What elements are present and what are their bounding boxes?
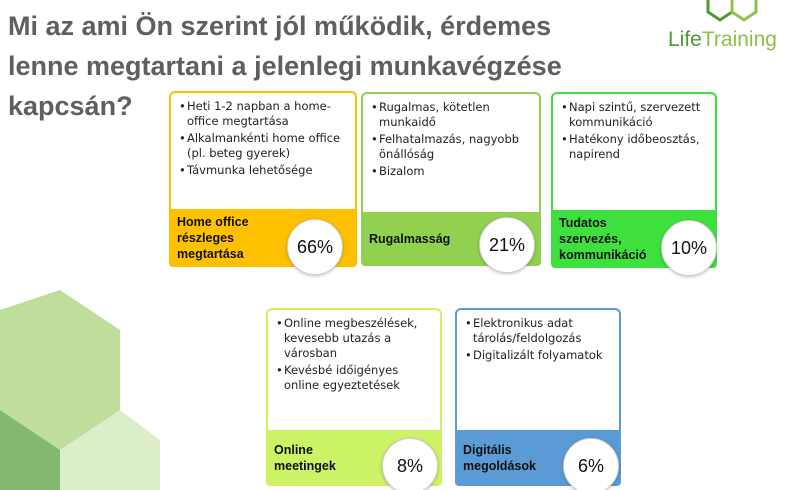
card-item: • Kevésbé időigényes online egyeztetések <box>276 363 432 393</box>
card-item: • Elektronikus adat tárolás/feldolgozás <box>465 316 611 346</box>
card-body <box>361 92 541 214</box>
card-label: Home office részleges megtartása <box>177 215 249 261</box>
logo-text-life: Life <box>668 28 702 51</box>
card-rugalmassag <box>361 92 541 266</box>
percent-badge: 21% <box>479 217 535 273</box>
card-item: • Távmunka lehetősége <box>179 163 347 178</box>
title-line-3: kapcsán? <box>8 91 133 121</box>
percent-badge: 8% <box>382 438 438 490</box>
card-body <box>266 308 442 432</box>
logo-text <box>668 28 777 52</box>
title-line-1: Mi az ami Ön szerint jól működik, érdemes <box>8 11 552 41</box>
card-digitalis-megoldasok <box>455 308 621 486</box>
card-body <box>455 308 621 432</box>
title-line-2: lenne megtartani a jelenlegi munkavégzése <box>8 51 562 81</box>
hexagon-leaf-icon <box>704 0 760 26</box>
card-label: Rugalmasság <box>369 232 451 246</box>
decorative-hexagons <box>0 290 170 490</box>
card-item: • Online megbeszélések, kevesebb utazás a városban <box>276 316 432 361</box>
card-home-office <box>169 91 357 267</box>
card-body <box>551 92 717 212</box>
card-item: • Alkalmankénti home office (pl. beteg gyerek) <box>179 131 347 161</box>
card-item: • Bizalom <box>371 164 531 179</box>
card-tudatos-szervezes <box>551 92 717 268</box>
card-label: Tudatos szervezés, kommunikáció <box>559 216 647 262</box>
percent-badge: 10% <box>661 220 717 276</box>
card-item: • Rugalmas, kötetlen munkaidő <box>371 100 531 130</box>
card-item: • Felhatalmazás, nagyobb önállóság <box>371 132 531 162</box>
card-item: • Heti 1-2 napban a home-office megtartása <box>179 99 347 129</box>
card-item: • Napi szintű, szervezett kommunikáció <box>561 100 707 130</box>
lifetraining-logo <box>660 0 800 54</box>
card-item: • Hatékony időbeosztás, napirend <box>561 132 707 162</box>
card-item: • Digitalizált folyamatok <box>465 348 611 363</box>
card-label: Online meetingek <box>274 443 336 473</box>
percent-badge: 6% <box>563 438 619 490</box>
card-label: Digitális megoldások <box>463 443 536 473</box>
percent-badge: 66% <box>287 219 343 275</box>
card-online-meetingek <box>266 308 442 486</box>
card-body <box>169 91 357 211</box>
logo-text-training: Training <box>701 28 777 51</box>
